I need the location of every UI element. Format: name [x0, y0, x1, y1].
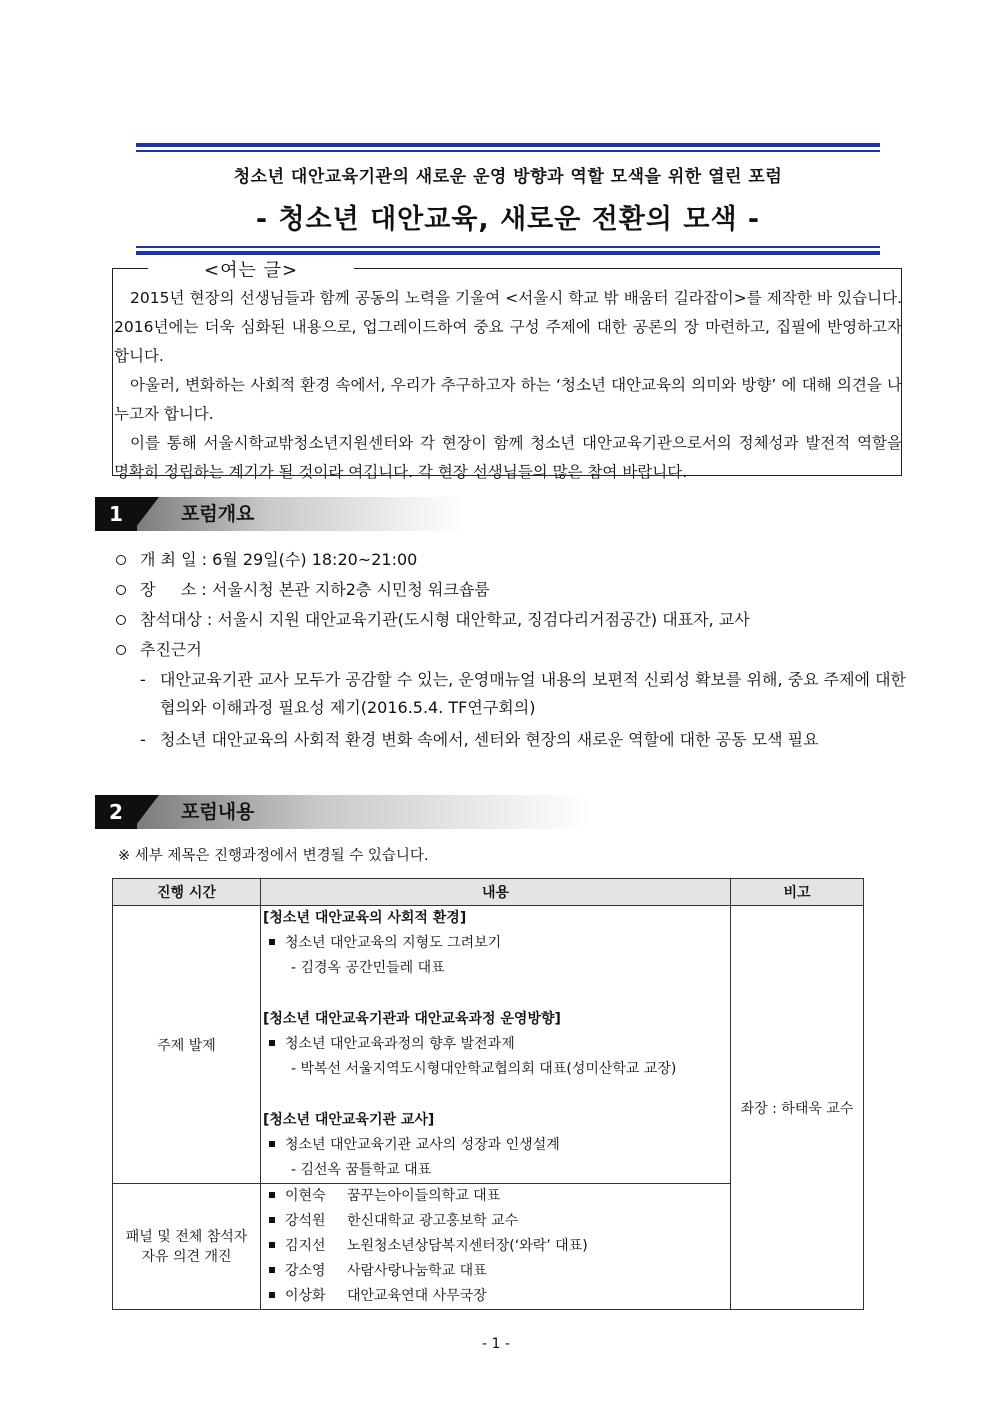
presentation-content — [261, 906, 731, 1184]
basis-text-2: 청소년 대안교육의 사회적 환경 변화 속에서, 센터와 현장의 새로운 역할에 대한 공동 모색 필요 — [160, 730, 819, 749]
document-title: - 청소년 대안교육, 새로운 전환의 모색 - — [255, 204, 761, 235]
header-remark: 비고 — [731, 879, 864, 906]
topic-item — [263, 1032, 730, 1057]
basis-text-1: 대안교육기관 교사 모두가 공감할 수 있는, 운영매뉴얼 내용의 보편적 신뢰성 확보를 위해, 중요 주제에 대한 협의와 이해과정 필요성 제기(2016.5.4. TF연구회의) — [160, 670, 906, 717]
section-2-number: 2 — [95, 795, 137, 829]
topic-title: [청소년 대안교육기관과 대안교육과정 운영방향] — [263, 1011, 561, 1027]
panel-member — [263, 1259, 730, 1284]
topic-speaker: - 김경옥 공간민들레 대표 — [291, 960, 445, 976]
topic-item-text: 청소년 대안교육과정의 향후 발전과제 — [285, 1036, 515, 1052]
panel-member — [263, 1184, 730, 1209]
topic-item-text: 청소년 대안교육의 지형도 그려보기 — [285, 935, 502, 951]
panel-member — [263, 1284, 730, 1309]
square-bullet-icon — [269, 1192, 275, 1198]
panel-org: 꿈꾸는아이들의학교 대표 — [347, 1188, 501, 1204]
table-header-row — [113, 879, 864, 906]
topic-speaker: - 김선옥 꿈틀학교 대표 — [291, 1162, 432, 1178]
intro-text — [114, 284, 902, 487]
square-bullet-icon — [269, 939, 275, 945]
panel-member — [263, 1234, 730, 1259]
circle-bullet-icon — [116, 615, 126, 625]
square-bullet-icon — [269, 1292, 275, 1298]
overview-key: 참석대상 : — [140, 610, 213, 629]
overview-value: 6월 29일(수) 18:20~21:00 — [212, 550, 418, 569]
section-2-header — [95, 795, 595, 829]
panel-name: 이현숙 — [285, 1188, 326, 1204]
program-table — [112, 878, 864, 1310]
overview-key: 추진근거 — [140, 640, 202, 659]
dash-bullet: - — [140, 730, 146, 749]
panel-time-line-2: 자유 의견 개진 — [141, 1248, 232, 1265]
topic-item — [263, 1133, 730, 1158]
overview-value: 서울시 지원 대안교육기관(도시형 대안학교, 징검다리거점공간) 대표자, 교사 — [217, 610, 750, 629]
circle-bullet-icon — [116, 645, 126, 655]
overview-key: 개 최 일 : — [140, 550, 208, 569]
panel-name: 김지선 — [285, 1238, 326, 1254]
title-bottom-bar — [136, 251, 880, 255]
overview-basis-list — [116, 666, 926, 754]
header-content: 내용 — [261, 879, 731, 906]
header-time: 진행 시간 — [113, 879, 261, 906]
dash-bullet: - — [140, 670, 146, 689]
panel-org: 노원청소년상담복지센터장(‘와락’ 대표) — [347, 1238, 588, 1254]
panel-time-line-1: 패널 및 전체 참석자 — [125, 1228, 248, 1245]
square-bullet-icon — [269, 1040, 275, 1046]
time-presentation: 주제 발제 — [113, 906, 261, 1184]
intro-paragraph-3: 이를 통해 서울시학교밖청소년지원센터와 각 현장이 함께 청소년 대안교육기관으로서의 정체성과 발전적 역할을 명확히 정립하는 계기가 될 것이라 여깁니다. 각 현장 선생님들의 많은 참여 바랍니다. — [114, 434, 902, 481]
panel-name: 강석원 — [285, 1213, 326, 1229]
intro-title: <여는 글> — [148, 256, 354, 282]
square-bullet-icon — [269, 1141, 275, 1147]
panel-name: 이상화 — [285, 1288, 326, 1304]
circle-bullet-icon — [116, 585, 126, 595]
circle-bullet-icon — [116, 555, 126, 565]
topic-speaker: - 박복선 서울지역도시형대안학교협의회 대표(성미산학교 교장) — [291, 1061, 677, 1077]
panel-content — [261, 1184, 731, 1310]
topic-item — [263, 931, 730, 956]
square-bullet-icon — [269, 1242, 275, 1248]
square-bullet-icon — [269, 1267, 275, 1273]
topic-title: [청소년 대안교육기관 교사] — [263, 1112, 435, 1128]
basis-item-2 — [140, 726, 926, 754]
overview-row-basis — [116, 636, 926, 666]
overview-row-place — [116, 576, 926, 606]
remark-chair: 좌장 : 하태욱 교수 — [731, 906, 864, 1310]
table-row — [113, 906, 864, 1184]
schedule-note: ※ 세부 제목은 진행과정에서 변경될 수 있습니다. — [118, 848, 429, 864]
section-1-header — [95, 497, 595, 531]
title-top-bar — [136, 143, 880, 147]
document-title-block — [136, 143, 880, 255]
panel-name: 강소영 — [285, 1263, 326, 1279]
document-subtitle: 청소년 대안교육기관의 새로운 운영 방향과 역할 모색을 위한 열린 포럼 — [233, 167, 783, 187]
panel-org: 대안교육연대 사무국장 — [347, 1288, 487, 1304]
topic-item-text: 청소년 대안교육기관 교사의 성장과 인생설계 — [285, 1137, 560, 1153]
panel-org: 한신대학교 광고홍보학 교수 — [347, 1213, 519, 1229]
square-bullet-icon — [269, 1217, 275, 1223]
overview-value: 서울시청 본관 지하2층 시민청 워크숍룸 — [211, 580, 490, 599]
overview-row-attendees — [116, 606, 926, 636]
title-top-thin-bar — [136, 150, 880, 152]
overview-key: 장 소 : — [140, 580, 207, 599]
panel-org: 사람사랑나눔학교 대표 — [347, 1263, 487, 1279]
intro-paragraph-2: 아울러, 변화하는 사회적 환경 속에서, 우리가 추구하고자 하는 ‘청소년 대안교육의 의미와 방향’ 에 대해 의견을 나누고자 합니다. — [114, 376, 902, 423]
time-panel — [113, 1184, 261, 1310]
page-number: - 1 - — [482, 1336, 510, 1352]
section-2-label: 포럼내용 — [181, 801, 255, 823]
title-bottom-thin-bar — [136, 246, 880, 248]
basis-item-1 — [140, 666, 926, 722]
forum-overview — [116, 546, 926, 754]
section-1-number: 1 — [95, 497, 137, 531]
topic-title: [청소년 대안교육의 사회적 환경] — [263, 910, 467, 926]
overview-row-date — [116, 546, 926, 576]
panel-member — [263, 1209, 730, 1234]
intro-paragraph-1: 2015년 현장의 선생님들과 함께 공동의 노력을 기울여 <서울시 학교 밖 배움터 길라잡이>를 제작한 바 있습니다. 2016년에는 더욱 심화된 내용으로, 업그레이드하여 중요 구성 주제에 대한 공론의 장 마련하고, 집필에 반영하고자 합니다. — [114, 289, 902, 365]
section-1-label: 포럼개요 — [181, 503, 255, 525]
